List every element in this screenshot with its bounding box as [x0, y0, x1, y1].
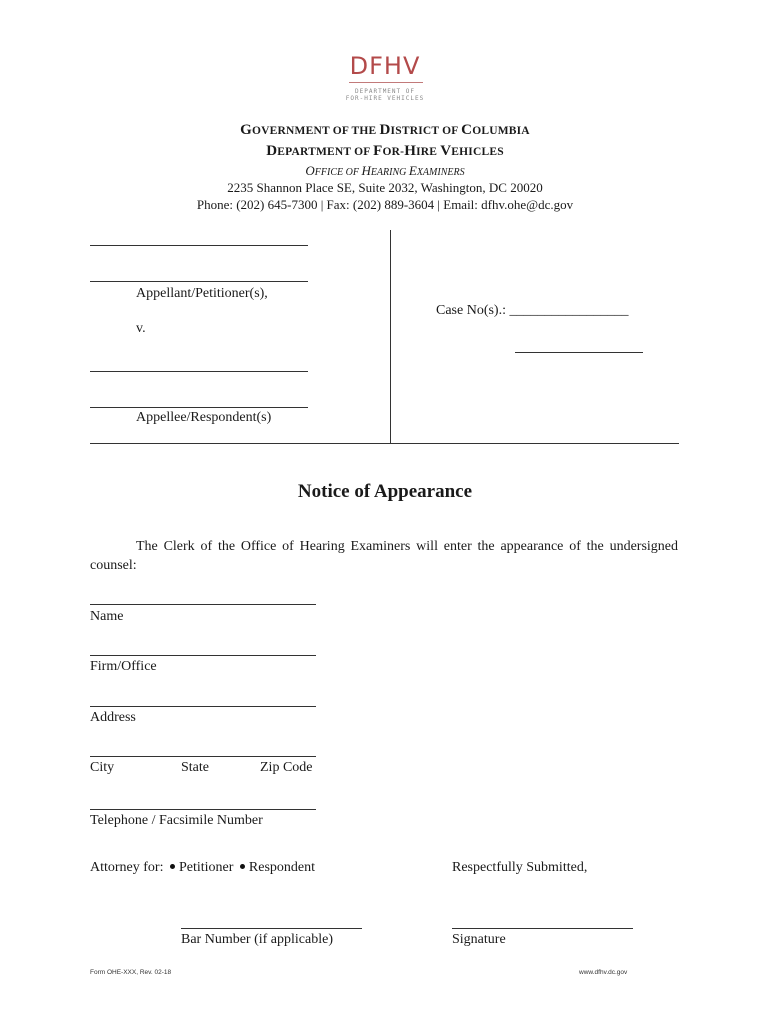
logo-subtitle-line2: FOR-HIRE VEHICLES: [345, 95, 425, 102]
address-label: Address: [90, 710, 136, 725]
form-id: Form OHE-XXX, Rev. 02-18: [90, 969, 172, 976]
logo-subtitle-line1: DEPARTMENT OF: [355, 88, 415, 95]
caption-divider: [390, 230, 391, 443]
firm-label: Firm/Office: [90, 659, 157, 674]
versus-label: v.: [136, 321, 146, 336]
zip-label: Zip Code: [260, 760, 313, 775]
city-state-zip-line[interactable]: [90, 756, 316, 757]
appellee-name-line-1[interactable]: [90, 371, 308, 372]
office-address: 2235 Shannon Place SE, Suite 2032, Washington, DC 20020: [227, 180, 543, 195]
address-line[interactable]: [90, 706, 316, 707]
name-line[interactable]: [90, 604, 316, 605]
notice-title: Notice of Appearance: [297, 481, 473, 502]
appellee-name-line-2[interactable]: [90, 407, 308, 408]
petitioner-option-bullet-icon[interactable]: [170, 864, 175, 869]
notice-body: The Clerk of the Office of Hearing Examiners will enter the appearance of the undersigned counsel:: [90, 539, 678, 573]
caption-bottom-rule: [90, 443, 679, 444]
phone-label: Telephone / Facsimile Number: [90, 813, 263, 828]
department-heading: DEPARTMENT OF FOR-HIRE VEHICLES: [266, 143, 504, 159]
case-number-line-2[interactable]: [515, 352, 643, 353]
phone-line[interactable]: [90, 809, 316, 810]
appellant-name-line-2[interactable]: [90, 281, 308, 282]
signature-line[interactable]: [452, 928, 633, 929]
case-number-label[interactable]: Case No(s).: _________________: [436, 303, 629, 318]
signature-label: Signature: [452, 932, 506, 947]
firm-line[interactable]: [90, 655, 316, 656]
appellant-label: Appellant/Petitioner(s),: [136, 286, 268, 301]
office-heading: OFFICE OF HEARING EXAMINERS: [305, 163, 465, 178]
appellee-label: Appellee/Respondent(s): [136, 410, 272, 425]
respondent-option-bullet-icon[interactable]: [240, 864, 245, 869]
bar-number-line[interactable]: [181, 928, 362, 929]
respondent-option-label[interactable]: Respondent: [248, 860, 316, 875]
name-label: Name: [90, 609, 124, 624]
attorney-for-row: [90, 860, 315, 876]
attorney-for-label: Attorney for:: [90, 860, 164, 875]
bar-number-label: Bar Number (if applicable): [181, 932, 333, 947]
government-heading: GOVERNMENT OF THE DISTRICT OF COLUMBIA: [240, 122, 530, 138]
appellant-name-line-1[interactable]: [90, 245, 308, 246]
office-contact: Phone: (202) 645-7300 | Fax: (202) 889-3604 | Email: dfhv.ohe@dc.gov: [196, 197, 574, 212]
logo-rule: [349, 82, 423, 83]
city-label: City: [90, 760, 115, 775]
footer-website[interactable]: www.dfhv.dc.gov: [579, 969, 628, 976]
state-label: State: [181, 760, 209, 775]
dfhv-logo: DFHV: [349, 52, 421, 80]
respectfully-submitted: Respectfully Submitted,: [452, 860, 588, 875]
petitioner-option-label[interactable]: Petitioner: [178, 860, 234, 875]
